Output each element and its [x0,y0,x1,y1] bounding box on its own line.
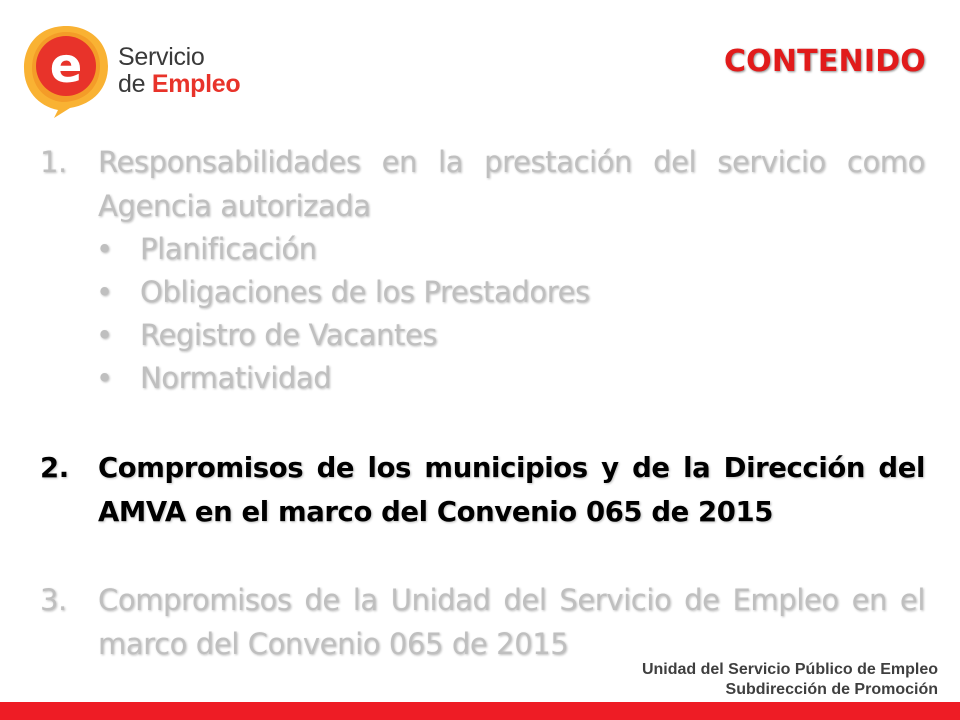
item-3 [40,578,925,666]
logo-line-1: Servicio [118,43,205,71]
svg-text:e: e [49,38,83,94]
item-1-text: Responsabilidades en la prestación del servicio como Agencia autorizada [98,145,925,223]
logo-badge-icon [18,20,114,120]
bottom-accent-bar [0,702,960,720]
bullet-icon: • [96,232,113,266]
item-3-number: 3. [40,583,67,617]
logo-accent-word: Empleo [151,70,241,98]
subitem-obligaciones: • Obligaciones de los Prestadores [40,271,925,314]
slide-title: CONTENIDO [723,44,926,79]
servicio-de-empleo-logo [18,20,258,120]
item-1-number: 1. [40,145,67,179]
logo-wordmark [118,44,240,98]
footer-line-2: Subdirección de Promoción [725,681,938,698]
subitem-registro: • Registro de Vacantes [40,314,925,357]
item-3-text: Compromisos de la Unidad del Servicio de Empleo en el marco del Convenio 065 de 2015 [98,583,925,661]
item-2-number: 2. [40,452,69,484]
bullet-icon: • [96,318,113,352]
subitem-planificacion: • Planificación [40,228,925,271]
item-2 [40,446,925,534]
footer-line-1: Unidad del Servicio Público de Empleo [641,661,938,678]
item-1-subitems [40,228,925,400]
bullet-icon: • [96,275,113,309]
bullet-icon: • [96,361,113,395]
logo-line-2: de Empleo [118,70,241,98]
footer-institution [642,660,938,700]
item-2-text: Compromisos de los municipios y de la Dirección del AMVA en el marco del Convenio 065 de 2015 [98,452,925,528]
item-1 [40,140,925,228]
subitem-normatividad: • Normatividad [40,357,925,400]
content-list [40,140,925,666]
